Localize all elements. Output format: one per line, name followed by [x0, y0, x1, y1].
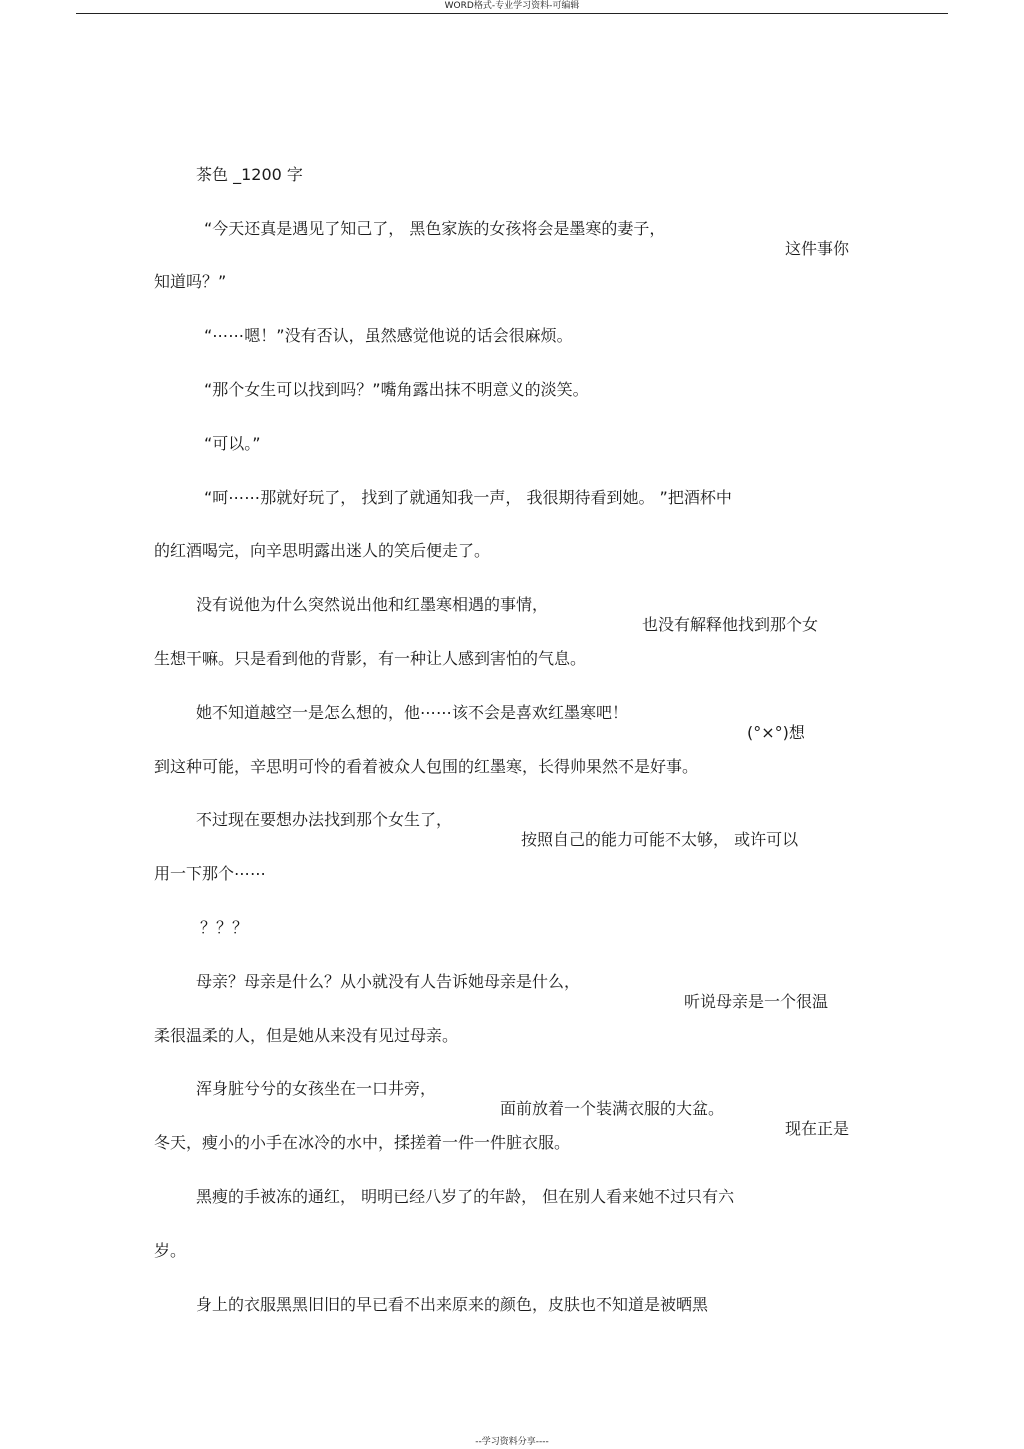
- text-segment: 用一下那个⋯⋯: [154, 864, 267, 883]
- paragraph-line: [0, 1006, 459, 1066]
- text-segment: 面前放着一个装满衣服的大盆。: [500, 1099, 725, 1118]
- text-segment: 没有说他为什么突然说出他和红墨寒相遇的事情，: [196, 595, 549, 614]
- document-title: 茶色 _1200 字: [196, 165, 303, 184]
- text-segment: 身上的衣服黑黑旧旧的早已看不出来原来的颜色，皮肤也不知道是被晒黑: [196, 1295, 709, 1314]
- text-segment: 她不知道越空一是怎么想的，他⋯⋯该不会是喜欢红墨寒吧！: [196, 703, 629, 722]
- text-segment: 柔很温柔的人，但是她从来没有见过母亲。: [154, 1026, 459, 1045]
- page-footer: --学习资料分享----: [475, 1437, 549, 1447]
- text-segment: ？？？: [200, 918, 249, 937]
- paragraph-line: [0, 1221, 187, 1281]
- text-segment: 黑瘦的手被冻的通红， 明明已经八岁了的年龄， 但在别人看来她不过只有六: [196, 1187, 735, 1206]
- paragraph-line: [0, 737, 699, 797]
- text-segment: 岁。: [154, 1241, 187, 1260]
- header-divider: [76, 13, 948, 14]
- text-segment: 的红酒喝完，向辛思明露出迷人的笑后便走了。: [154, 541, 491, 560]
- text-segment: 听说母亲是一个很温: [684, 992, 829, 1011]
- text-segment: 也没有解释他找到那个女: [642, 615, 819, 634]
- paragraph-line: [0, 1275, 709, 1335]
- text-segment: 生想干嘛。只是看到他的背影，有一种让人感到害怕的气息。: [154, 649, 587, 668]
- text-segment: 现在正是: [785, 1119, 850, 1138]
- paragraph-line: [0, 629, 587, 689]
- title-line: [0, 145, 303, 205]
- text-segment: “⋯⋯嗯！”没有否认，虽然感觉他说的话会很麻烦。: [204, 326, 573, 345]
- paragraph-line: [0, 1113, 571, 1173]
- text-segment: “呵⋯⋯那就好玩了， 找到了就通知我一声， 我很期待看到她。 ”把酒杯中: [204, 488, 732, 507]
- paragraph-line: [0, 306, 573, 366]
- text-segment: 这件事你: [785, 239, 850, 258]
- text-segment: 知道吗？”: [154, 272, 227, 291]
- paragraph-line: [0, 898, 249, 958]
- text-segment: 不过现在要想办法找到那个女生了，: [196, 810, 453, 829]
- paragraph-line: [0, 521, 491, 581]
- text-segment: 到这种可能，辛思明可怜的看着被众人包围的红墨寒，长得帅果然不是好事。: [154, 757, 699, 776]
- paragraph-line: [0, 468, 732, 528]
- text-segment: 按照自己的能力可能不太够， 或许可以: [521, 830, 799, 849]
- text-segment: “可以。”: [204, 434, 261, 453]
- page-header: WORD格式-专业学习资料-可编辑: [444, 1, 580, 11]
- paragraph-line: [0, 844, 267, 904]
- text-segment: 母亲？母亲是什么？从小就没有人告诉她母亲是什么，: [196, 972, 581, 991]
- paragraph-line: [0, 252, 227, 312]
- text-segment: 冬天，瘦小的小手在冰冷的水中，揉搓着一件一件脏衣服。: [154, 1133, 571, 1152]
- text-segment: (°×°)想: [747, 723, 805, 742]
- paragraph-line: [0, 360, 589, 420]
- text-segment: “那个女生可以找到吗？”嘴角露出抹不明意义的淡笑。: [204, 380, 589, 399]
- paragraph-line: [0, 414, 261, 474]
- text-segment: 浑身脏兮兮的女孩坐在一口井旁，: [196, 1079, 437, 1098]
- paragraph-line: [0, 1167, 735, 1227]
- text-segment: “今天还真是遇见了知己了， 黑色家族的女孩将会是墨寒的妻子，: [204, 219, 666, 238]
